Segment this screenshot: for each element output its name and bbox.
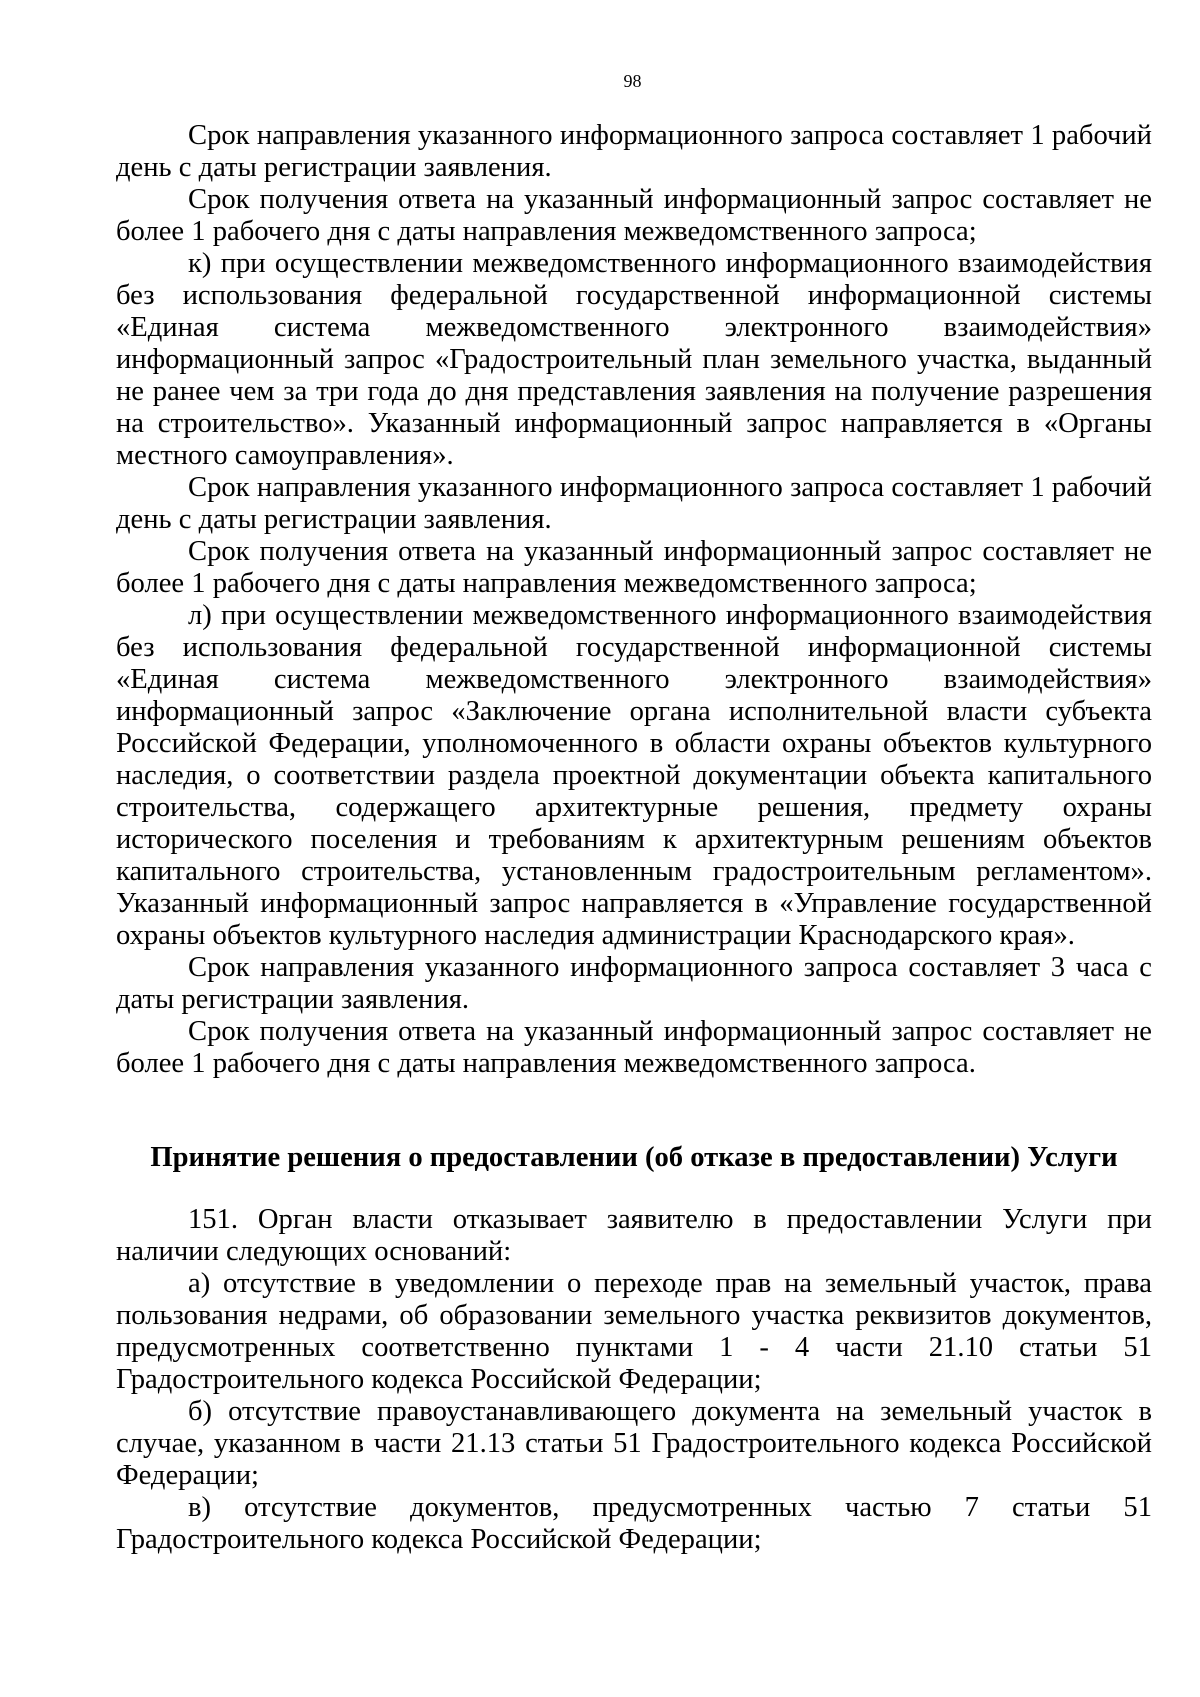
paragraph: Срок направления указанного информационного запроса составляет 1 рабочий день с даты регистрации заявления.: [116, 472, 1152, 535]
page-number: 98: [623, 71, 642, 91]
paragraph: Срок получения ответа на указанный информационный запрос составляет не более 1 рабочего дня с даты направления межведомственного запроса.: [116, 1016, 1152, 1079]
paragraph: Срок получения ответа на указанный информационный запрос составляет не более 1 рабочего дня с даты направления межведомственного запроса;: [116, 536, 1152, 599]
paragraph-item-k: к) при осуществлении межведомственного информационного взаимодействия без использования федеральной государственной информационной системы «Единая система межведомственного электронного взаимодействия» информационный запрос «Градостроительный план земельного участка, выданный не ранее чем за три года до дня представления заявления на получение разрешения на строительство». Указанный информационный запрос направляется в «Органы местного самоуправления».: [116, 248, 1152, 471]
document-body: [116, 120, 1152, 1556]
paragraph-item-v: в) отсутствие документов, предусмотренных частью 7 статьи 51 Градостроительного кодекса Российской Федерации;: [116, 1492, 1152, 1555]
paragraph-item-a: а) отсутствие в уведомлении о переходе прав на земельный участок, права пользования недрами, об образовании земельного участка реквизитов документов, предусмотренных соответственно пунктами 1 - 4 части 21.10 статьи 51 Градостроительного кодекса Российской Федерации;: [116, 1268, 1152, 1395]
paragraph-151: 151. Орган власти отказывает заявителю в предоставлении Услуги при наличии следующих оснований:: [116, 1204, 1152, 1267]
paragraph-item-b: б) отсутствие правоустанавливающего документа на земельный участок в случае, указанном в части 21.13 статьи 51 Градостроительного кодекса Российской Федерации;: [116, 1396, 1152, 1491]
paragraph-item-l: л) при осуществлении межведомственного информационного взаимодействия без использования федеральной государственной информационной системы «Единая система межведомственного электронного взаимодействия» информационный запрос «Заключение органа исполнительной власти субъекта Российской Федерации, уполномоченного в области охраны объектов культурного наследия, о соответствии раздела проектной документации объекта капитального строительства, содержащего архитектурные решения, предмету охраны исторического поселения и требованиям к архитектурным решениям объектов капитального строительства, установленным градостроительным регламентом». Указанный информационный запрос направляется в «Управление государственной охраны объектов культурного наследия администрации Краснодарского края».: [116, 600, 1152, 951]
paragraph: Срок направления указанного информационного запроса составляет 3 часа с даты регистрации заявления.: [116, 952, 1152, 1015]
section-heading: Принятие решения о предоставлении (об отказе в предоставлении) Услуги: [150, 1142, 1118, 1173]
paragraph: Срок получения ответа на указанный информационный запрос составляет не более 1 рабочего дня с даты направления межведомственного запроса;: [116, 184, 1152, 247]
paragraph: Срок направления указанного информационного запроса составляет 1 рабочий день с даты регистрации заявления.: [116, 120, 1152, 183]
